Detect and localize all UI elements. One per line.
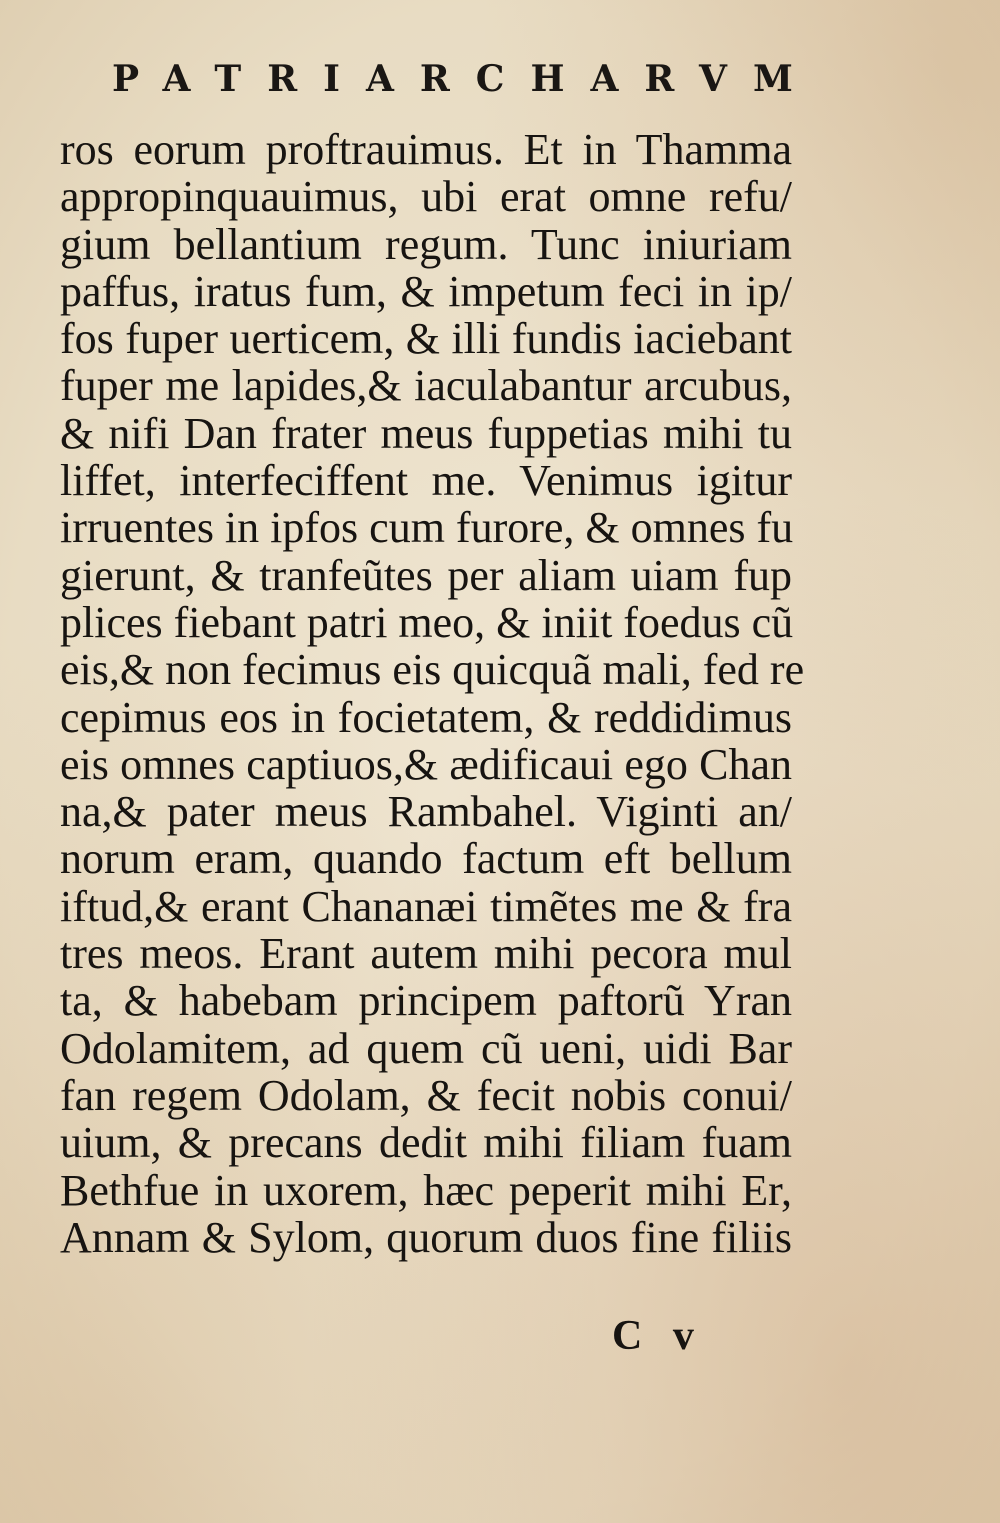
text-line: Odolamitem, ad quem cũ ueni, uidi Bar xyxy=(60,1023,792,1073)
text-line: norum eram, quando factum eft bellum xyxy=(60,834,792,884)
text-line: & nifi Dan frater meus fuppetias mihi tu xyxy=(60,408,792,458)
text-line: liffet, interfeciffent me. Venimus igitur xyxy=(60,456,792,506)
text-line: appropinquauimus, ubi erat omne refu/ xyxy=(60,172,792,222)
text-line: cepimus eos in focietatem, & reddidimus xyxy=(60,692,792,742)
text-line: paffus, iratus fum, & impetum feci in ip/ xyxy=(60,266,792,316)
text-line: tres meos. Erant autem mihi pecora mul xyxy=(60,929,792,979)
text-line: uium, & precans dedit mihi filiam fuam xyxy=(60,1118,792,1168)
text-line: na,& pater meus Rambahel. Viginti an/ xyxy=(60,787,792,837)
text-line: fan regem Odolam, & fecit nobis conui/ xyxy=(60,1070,792,1120)
text-line: iftud,& erant Chananæi timẽtes me & fra xyxy=(60,881,792,931)
text-line: irruentes in ipfos cum furore, & omnes fu xyxy=(60,503,794,553)
text-line: gierunt, & tranfeũtes per aliam uiam fup xyxy=(60,550,792,600)
text-line: eis omnes captiuos,& ædificaui ego Chan xyxy=(60,739,792,789)
signature-mark: C v xyxy=(612,1313,704,1359)
text-line: fuper me lapides,& iaculabantur arcubus, xyxy=(60,361,792,411)
text-line: Bethfue in uxorem, hæc peperit mihi Er, xyxy=(60,1165,792,1215)
body-text xyxy=(60,125,805,1262)
text-line: eis,& non fecimus eis quicquã mali, fed re xyxy=(60,645,805,695)
text-line: Annam & Sylom, quorum duos fine filiis xyxy=(60,1212,792,1262)
text-line: plices fiebant patri meo, & iniit foedus cũ xyxy=(60,597,794,647)
text-line: fos fuper uerticem, & illi fundis iaciebant xyxy=(60,314,792,364)
text-line: gium bellantium regum. Tunc iniuriam xyxy=(60,219,792,269)
running-head: PATRIARCHARVM xyxy=(112,58,819,100)
text-line: ta, & habebam principem paftorũ Yran xyxy=(60,976,792,1026)
text-line: ros eorum proftrauimus. Et in Thamma xyxy=(60,125,792,174)
